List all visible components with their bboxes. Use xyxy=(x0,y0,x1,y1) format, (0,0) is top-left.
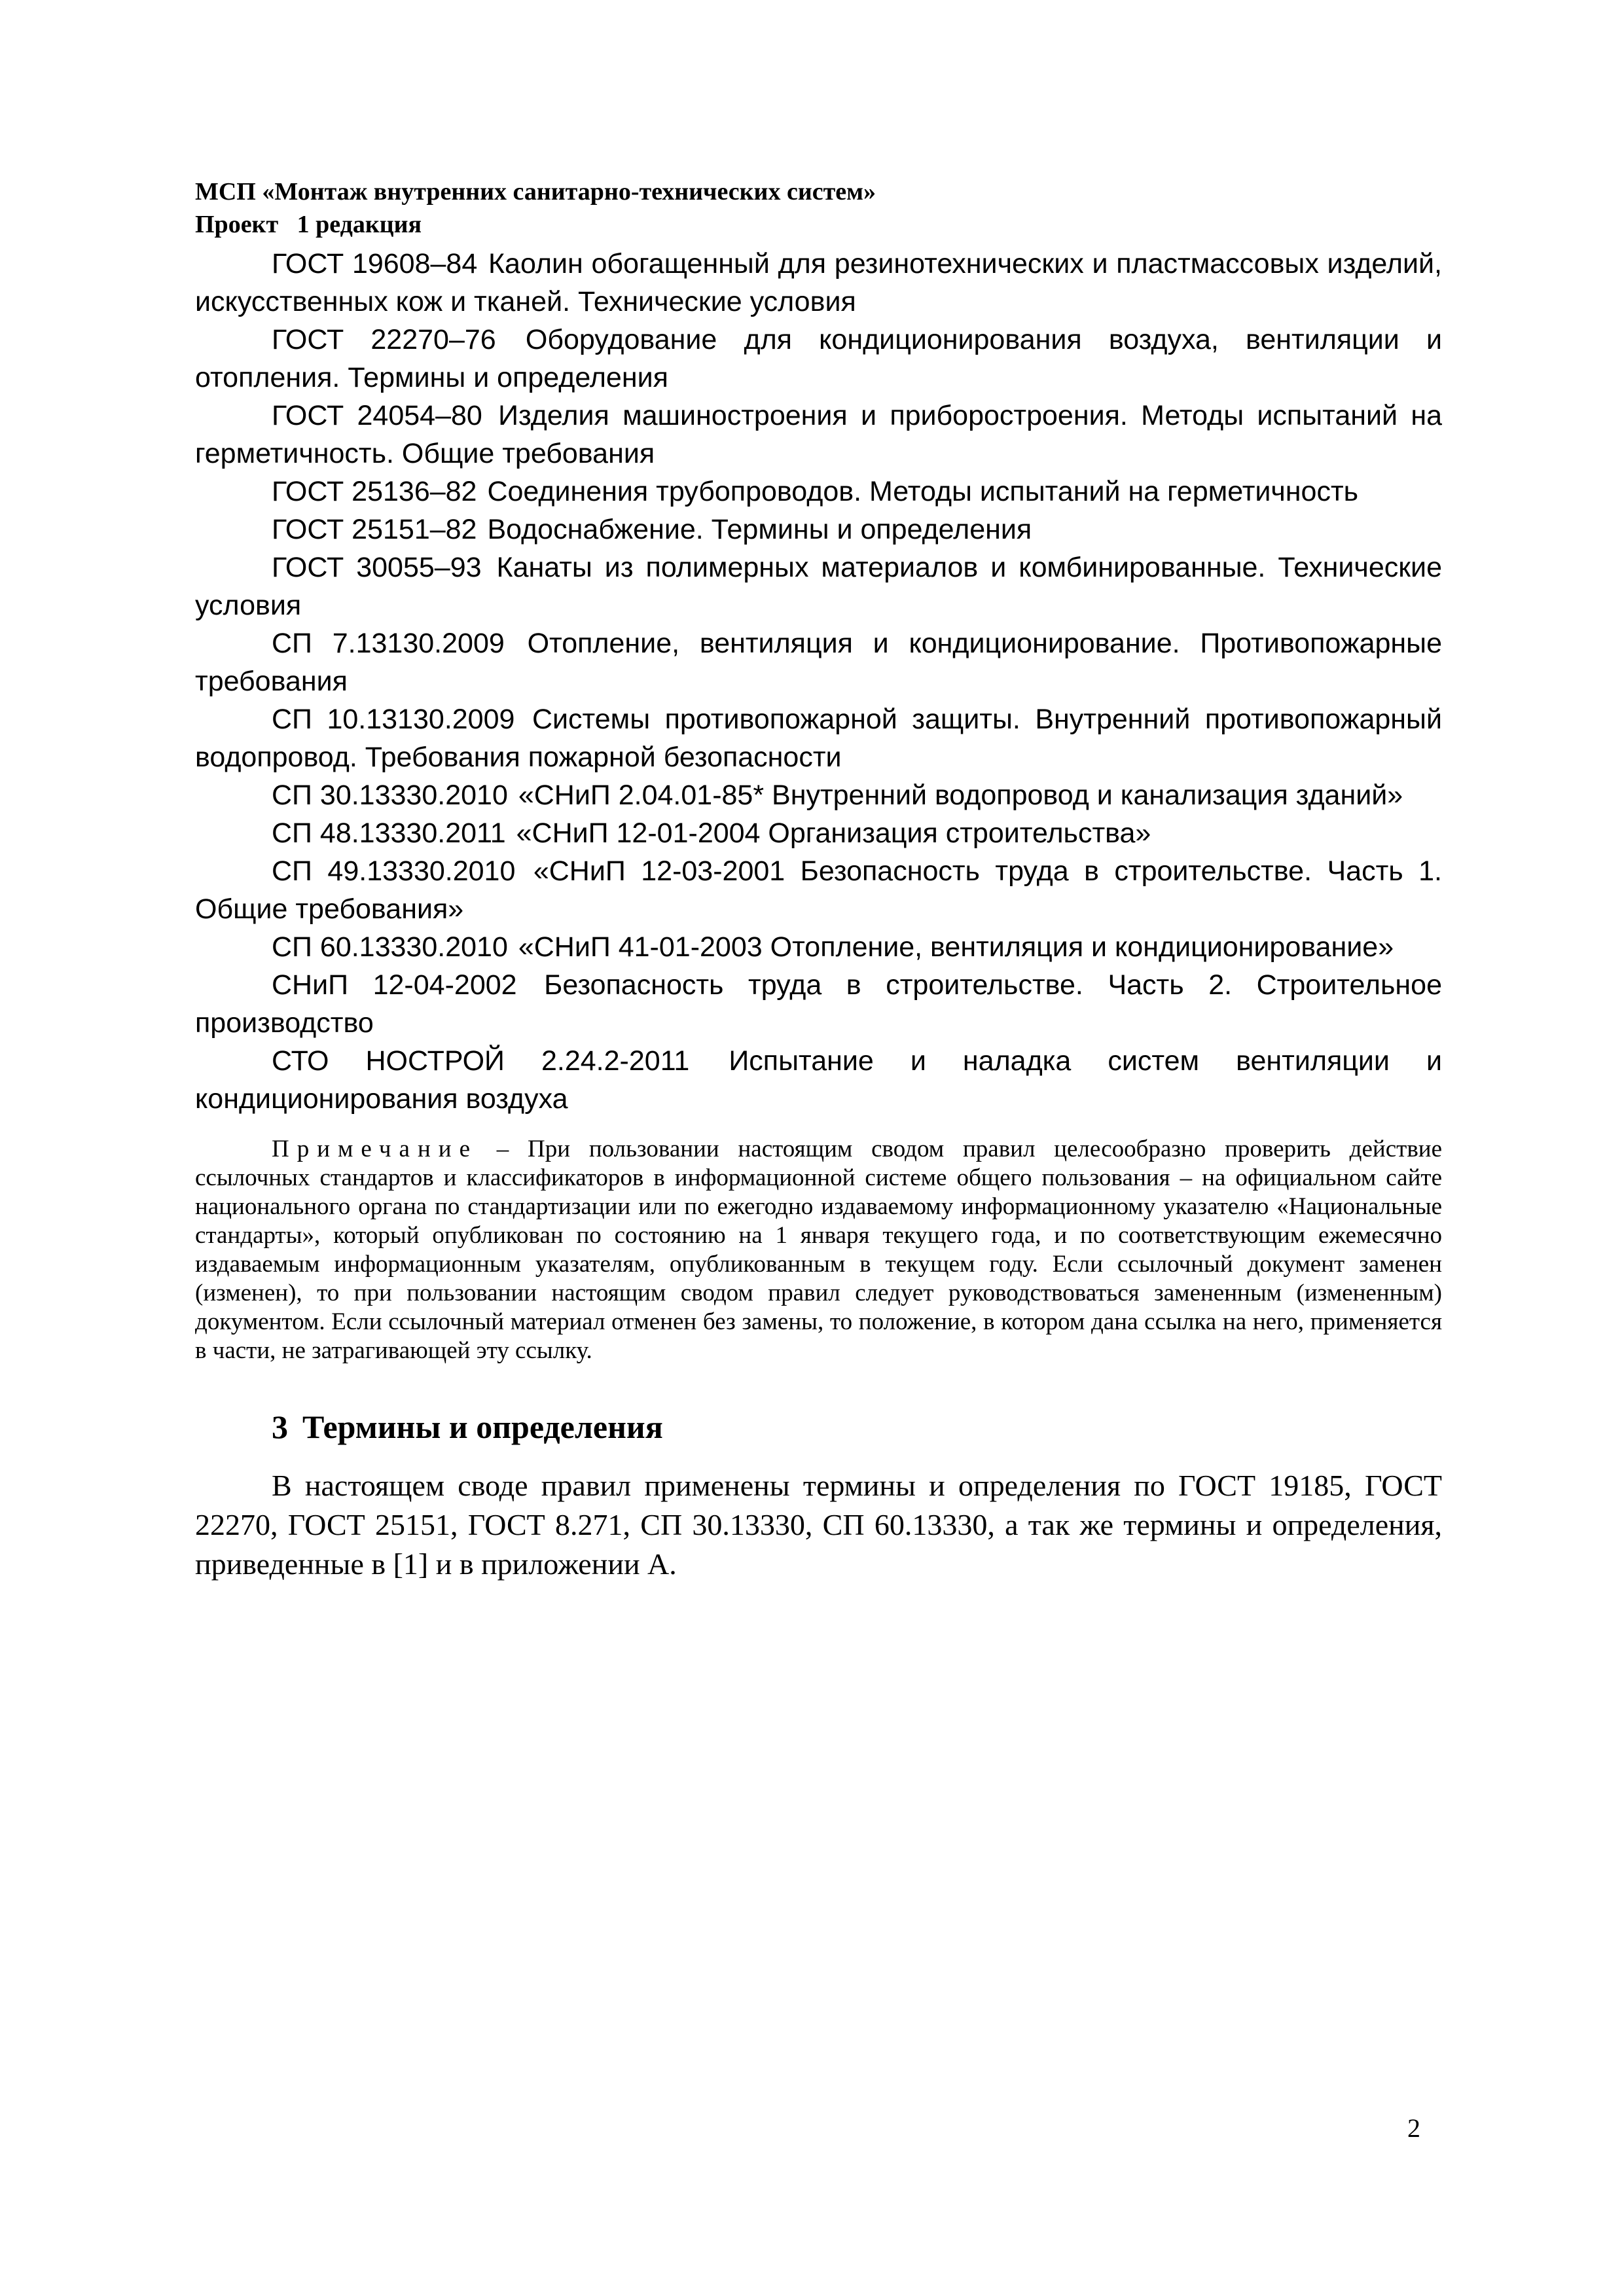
reference-code: ГОСТ 24054–80 xyxy=(272,400,482,431)
note-text: – При пользовании настоящим сводом правил целесообразно проверить действие ссылочных стандартов и классификаторов в информационной системе общего пользования – на официальном сайте национального органа по стандартизации или по ежегодно издаваемому информационному указателю «Национальные стандарты», который опубликован по состоянию на 1 января текущего года, и по соответствующим ежемесячно издаваемым информационным указателям, опубликованным в текущем году. Если ссылочный документ заменен (изменен), то при пользовании настоящим сводом правил следует руководствоваться замененным (измененным) документом. Если ссылочный материал отменен без замены, то положение, в котором дана ссылка на него, применяется в части, не затрагивающей эту ссылку. xyxy=(195,1136,1443,1364)
section-number: 3 xyxy=(272,1408,288,1445)
note-label: Примечание xyxy=(272,1136,478,1162)
reference-text: Безопасность труда в строительстве. Часть 2. Строительное производство xyxy=(195,969,1442,1039)
reference-code: СТО НОСТРОЙ 2.24.2-2011 xyxy=(272,1045,690,1077)
reference-code: ГОСТ 22270–76 xyxy=(272,324,496,355)
reference-item xyxy=(195,700,1442,776)
reference-item xyxy=(195,966,1442,1042)
reference-text: Оборудование для кондиционирования воздуха, вентиляции и отопления. Термины и определения xyxy=(195,324,1442,393)
reference-item xyxy=(195,852,1442,928)
reference-text: «СНиП 12-01-2004 Организация строительства» xyxy=(516,817,1151,849)
reference-text: «СНиП 12-03-2001 Безопасность труда в строительстве. Часть 1. Общие требования» xyxy=(195,855,1442,925)
reference-item xyxy=(195,776,1442,814)
reference-item xyxy=(195,397,1442,473)
reference-text: Каолин обогащенный для резинотехнических и пластмассовых изделий, искусственных кож и тканей. Технические условия xyxy=(195,248,1442,317)
reference-text: Изделия машиностроения и приборостроения. Методы испытаний на герметичность. Общие требования xyxy=(195,400,1442,469)
reference-text: Отопление, вентиляция и кондиционирование. Противопожарные требования xyxy=(195,628,1442,697)
document-title: МСП «Монтаж внутренних санитарно-технических систем» xyxy=(195,178,876,206)
normative-references-list xyxy=(195,245,1442,1118)
page-number: 2 xyxy=(1407,2113,1420,2143)
reference-code: ГОСТ 30055–93 xyxy=(272,552,482,583)
section-title: Термины и определения xyxy=(302,1408,663,1445)
reference-code: СП 48.13330.2011 xyxy=(272,817,506,849)
reference-text: «СНиП 41-01-2003 Отопление, вентиляция и кондиционирование» xyxy=(518,931,1394,963)
reference-item xyxy=(195,473,1442,511)
reference-item xyxy=(195,548,1442,624)
reference-code: СП 49.13330.2010 xyxy=(272,855,516,887)
reference-text: Канаты из полимерных материалов и комбинированные. Технические условия xyxy=(195,552,1442,621)
reference-code: СП 7.13130.2009 xyxy=(272,628,505,659)
reference-code: СП 30.13330.2010 xyxy=(272,780,508,811)
reference-text: «СНиП 2.04.01-85* Внутренний водопровод и канализация зданий» xyxy=(518,780,1403,811)
section-paragraph: В настоящем своде правил применены термины и определения по ГОСТ 19185, ГОСТ 22270, ГОСТ 25151, ГОСТ 8.271, СП 30.13330, СП 60.13330, а так же термины и определения, приведенные в [1] и в приложении А. xyxy=(195,1469,1442,1581)
reference-item xyxy=(195,245,1442,321)
document-page xyxy=(195,175,1442,1584)
reference-code: СНиП 12-04-2002 xyxy=(272,969,517,1001)
reference-text: Системы противопожарной защиты. Внутренний противопожарный водопровод. Требования пожарной безопасности xyxy=(195,704,1442,773)
reference-text: Соединения трубопроводов. Методы испытаний на герметичность xyxy=(487,476,1359,507)
reference-item xyxy=(195,624,1442,700)
reference-code: ГОСТ 19608–84 xyxy=(272,248,478,279)
reference-code: СП 60.13330.2010 xyxy=(272,931,508,963)
reference-code: ГОСТ 25136–82 xyxy=(272,476,477,507)
section-heading xyxy=(195,1407,1442,1446)
reference-text: Испытание и наладка систем вентиляции и кондиционирования воздуха xyxy=(195,1045,1442,1115)
edition-label: Проект 1 редакция xyxy=(195,211,422,238)
reference-item xyxy=(195,928,1442,966)
reference-item xyxy=(195,1042,1442,1118)
note-block xyxy=(195,1135,1442,1365)
reference-item xyxy=(195,511,1442,548)
reference-item xyxy=(195,321,1442,397)
reference-text: Водоснабжение. Термины и определения xyxy=(487,514,1032,545)
reference-code: СП 10.13130.2009 xyxy=(272,704,515,735)
reference-code: ГОСТ 25151–82 xyxy=(272,514,477,545)
reference-item xyxy=(195,814,1442,852)
